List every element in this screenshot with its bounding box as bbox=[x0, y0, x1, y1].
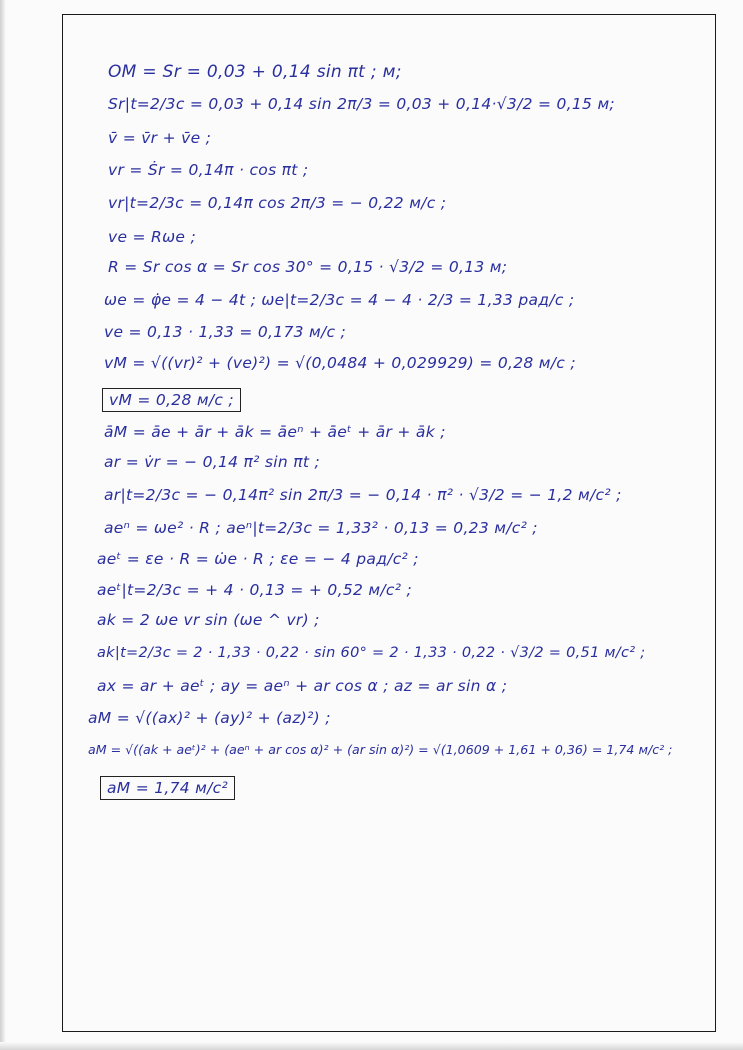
equation-line-12: āM = āe + ār + āk = āeⁿ + āeᵗ + ār + āk ; bbox=[104, 423, 446, 441]
equation-line-6: ve = Rωe ; bbox=[108, 228, 196, 246]
equation-line-17: aeᵗ|t=2/3c = + 4 · 0,13 = + 0,52 м/с² ; bbox=[97, 581, 412, 599]
equation-line-13: ar = v̇r = − 0,14 π² sin πt ; bbox=[104, 453, 321, 471]
equation-line-15: aeⁿ = ωe² · R ; aeⁿ|t=2/3c = 1,33² · 0,13 = 0,23 м/с² ; bbox=[104, 519, 538, 537]
equation-line-19: ak|t=2/3c = 2 · 1,33 · 0,22 · sin 60° = 2 · 1,33 · 0,22 · √3/2 = 0,51 м/с² ; bbox=[97, 645, 646, 661]
scan-edge-left bbox=[0, 0, 6, 1050]
equation-line-4: vr = Ṡr = 0,14π · cos πt ; bbox=[108, 161, 309, 179]
equation-line-7: R = Sr cos α = Sr cos 30° = 0,15 · √3/2 = 0,13 м; bbox=[108, 258, 508, 276]
equation-line-10: vM = √((vr)² + (ve)²) = √(0,0484 + 0,029929) = 0,28 м/с ; bbox=[104, 354, 576, 372]
equation-line-1: OM = Sr = 0,03 + 0,14 sin πt ; м; bbox=[108, 62, 402, 82]
equation-line-14: ar|t=2/3c = − 0,14π² sin 2π/3 = − 0,14 · π² · √3/2 = − 1,2 м/с² ; bbox=[104, 486, 622, 504]
equation-line-5: vr|t=2/3c = 0,14π cos 2π/3 = − 0,22 м/с ; bbox=[108, 194, 447, 212]
equation-line-8: ωe = φ̇e = 4 − 4t ; ωe|t=2/3c = 4 − 4 · 2/3 = 1,33 рад/с ; bbox=[104, 291, 575, 309]
equation-line-21: aM = √((ax)² + (ay)² + (az)²) ; bbox=[88, 709, 331, 727]
equation-line-20: ax = ar + aeᵗ ; ay = aeⁿ + ar cos α ; az = ar sin α ; bbox=[97, 677, 508, 695]
equation-line-16: aeᵗ = εe · R = ω̇e · R ; εe = − 4 рад/с² ; bbox=[97, 550, 419, 568]
equation-line-22: aM = √((ak + aeᵗ)² + (aeⁿ + ar cos α)² + (ar sin α)²) = √(1,0609 + 1,61 + 0,36) = 1,74 м/с² ; bbox=[88, 742, 673, 757]
velocity-result-box: vM = 0,28 м/с ; bbox=[102, 388, 241, 412]
equation-line-3: v̄ = v̄r + v̄e ; bbox=[108, 129, 212, 147]
acceleration-result-box: aM = 1,74 м/с² bbox=[100, 776, 235, 800]
equation-line-18: ak = 2 ωe vr sin (ωe ^ vr) ; bbox=[97, 611, 320, 629]
equation-line-9: ve = 0,13 · 1,33 = 0,173 м/с ; bbox=[104, 323, 347, 341]
scan-edge-bottom bbox=[0, 1042, 743, 1050]
equation-line-2: Sr|t=2/3c = 0,03 + 0,14 sin 2π/3 = 0,03 + 0,14·√3/2 = 0,15 м; bbox=[108, 95, 615, 113]
